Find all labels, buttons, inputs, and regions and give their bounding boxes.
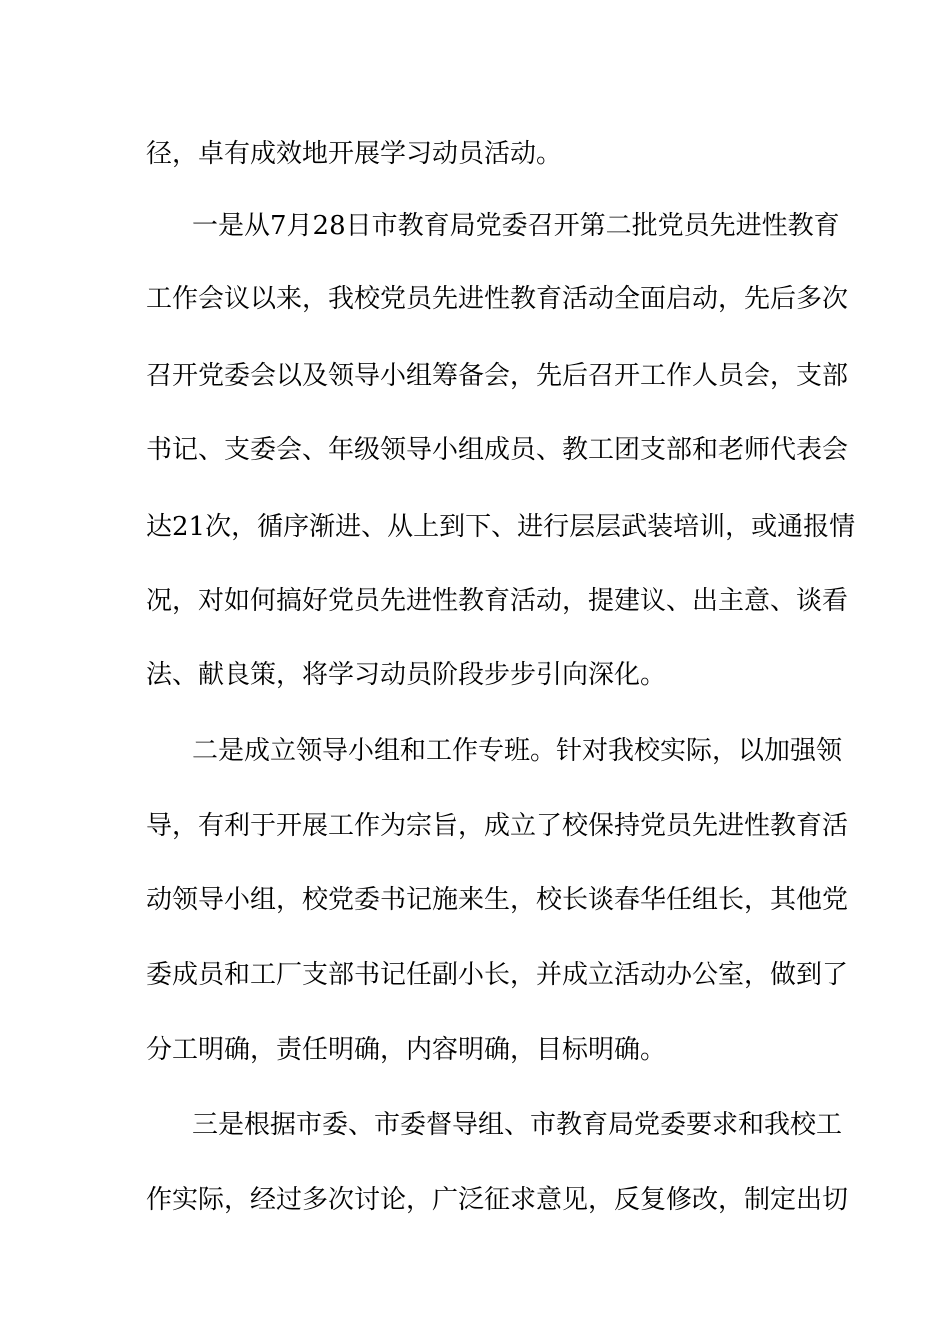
text-line: 二是成立领导小组和工作专班。针对我校实际，以加强领 <box>192 736 843 766</box>
text-line: 书记、支委会、年级领导小组成员、教工团支部和老师代表会 <box>146 435 849 465</box>
text-line: 达21次，循序渐进、从上到下、进行层层武装培训，或通报情 <box>146 512 856 542</box>
text-line: 况，对如何搞好党员先进性教育活动，提建议、出主意、谈看 <box>146 586 849 616</box>
text-line: 作实际，经过多次讨论，广泛征求意见，反复修改，制定出切 <box>146 1185 849 1215</box>
text-line: 工作会议以来，我校党员先进性教育活动全面启动，先后多次 <box>146 284 849 314</box>
text-line: 三是根据市委、市委督导组、市教育局党委要求和我校工 <box>192 1110 843 1140</box>
text-line: 导，有利于开展工作为宗旨，成立了校保持党员先进性教育活 <box>146 811 849 841</box>
text-line: 分工明确，责任明确，内容明确，目标明确。 <box>146 1035 667 1065</box>
text-line: 动领导小组，校党委书记施来生，校长谈春华任组长，其他党 <box>146 885 849 915</box>
text-line: 径，卓有成效地开展学习动员活动。 <box>146 139 563 169</box>
text-line: 委成员和工厂支部书记任副小长，并成立活动办公室，做到了 <box>146 960 849 990</box>
text-line: 一是从7月28日市教育局党委召开第二批党员先进性教育 <box>192 211 840 241</box>
text-line: 召开党委会以及领导小组筹备会，先后召开工作人员会，支部 <box>146 361 849 391</box>
text-line: 法、献良策，将学习动员阶段步步引向深化。 <box>146 660 667 690</box>
